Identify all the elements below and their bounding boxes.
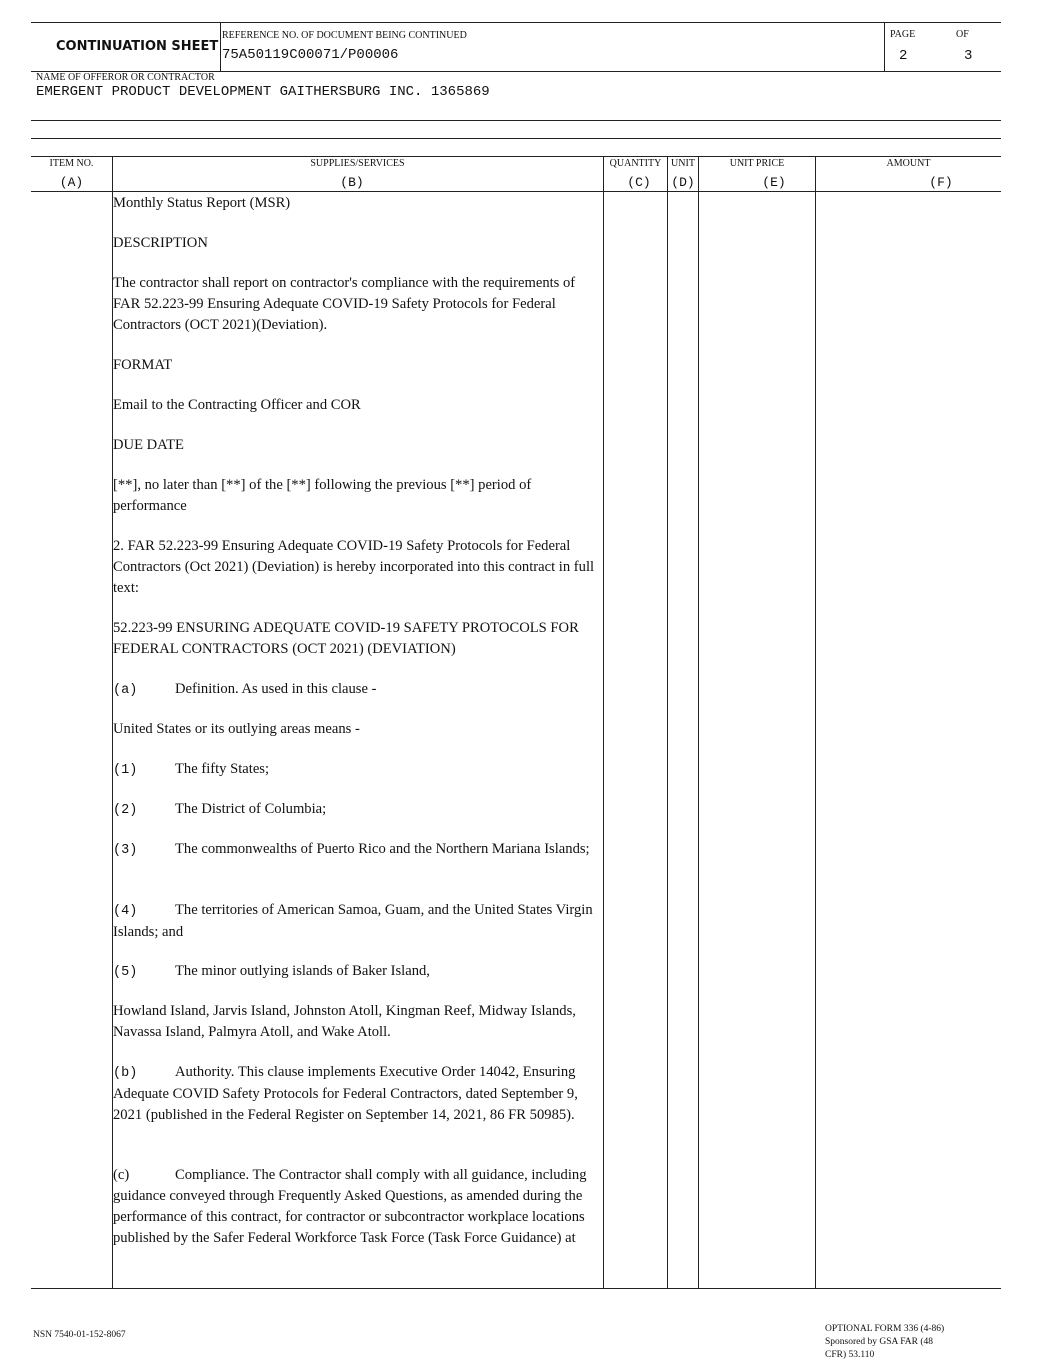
clause-title: 52.223-99 ENSURING ADEQUATE COVID-19 SAFETY PROTOCOLS FOR FEDERAL CONTRACTORS (OCT 2021) (DEVIATION) <box>113 620 579 657</box>
format-heading: FORMAT <box>113 357 173 373</box>
list-item-4-text: The territories of American Samoa, Guam, and the United States Virgin Islands; and <box>113 902 593 940</box>
page-label: PAGE <box>890 29 916 40</box>
col-code-e: (E) <box>762 175 786 190</box>
format-text: Email to the Contracting Officer and COR <box>113 397 361 413</box>
list-item-1 <box>113 759 605 781</box>
of-label: OF <box>956 29 969 40</box>
page-total: 3 <box>964 48 973 64</box>
us-definition: United States or its outlying areas means - <box>113 721 360 737</box>
outlying-islands-text: Howland Island, Jarvis Island, Johnston Atoll, Kingman Reef, Midway Islands, Navassa Island, Palmyra Atoll, and Wake Atoll. <box>113 1003 576 1040</box>
far-incorporation-text: 2. FAR 52.223-99 Ensuring Adequate COVID-19 Safety Protocols for Federal Contractors (Oct 2021) (Deviation) is hereby incorporated into this contract in full text: <box>113 538 595 596</box>
clause-a-label: (a) <box>113 683 138 698</box>
due-date-text: [**], no later than [**] of the [**] following the previous [**] period of performance <box>113 477 532 514</box>
clause-a <box>113 679 605 701</box>
form-id-line-3: CFR) 53.110 <box>825 1350 875 1360</box>
col-code-c: (C) <box>627 175 651 190</box>
table-bottom-rule <box>31 1288 1001 1289</box>
col-code-f: (F) <box>929 175 953 190</box>
col-code-d: (D) <box>671 175 695 190</box>
col-header-amount: AMOUNT <box>886 158 931 169</box>
form-title: CONTINUATION SHEET <box>56 39 219 54</box>
list-item-1-text: The fifty States; <box>175 761 270 777</box>
clause-b-label: (b) <box>113 1066 138 1081</box>
clause-c-text: Compliance. The Contractor shall comply with all guidance, including guidance conveyed through Frequently Asked Questions, as amended during the performance of this contract, for contractor or subcontractor workplace locations published by the Safer Federal Workforce Task Force (Task Force Guidance) at <box>113 1167 587 1246</box>
list-item-1-label: (1) <box>113 763 138 778</box>
clause-a-text: Definition. As used in this clause - <box>175 681 377 697</box>
col-divider-c <box>667 156 668 1289</box>
clause-c-label: (c) <box>113 1167 130 1183</box>
form-id-line-1: OPTIONAL FORM 336 (4-86) <box>825 1324 945 1334</box>
list-item-4 <box>113 900 605 943</box>
list-item-3-label: (3) <box>113 843 138 858</box>
list-item-2-text: The District of Columbia; <box>175 801 327 817</box>
col-header-quantity: QUANTITY <box>609 158 662 169</box>
header-divider-left <box>220 22 221 72</box>
list-item-5 <box>113 961 605 983</box>
list-item-5-label: (5) <box>113 965 138 980</box>
col-code-b: (B) <box>340 175 364 190</box>
col-divider-d <box>698 156 699 1289</box>
table-top-rule <box>31 156 1001 157</box>
col-header-supplies: SUPPLIES/SERVICES <box>310 158 405 169</box>
offeror-label: NAME OF OFFEROR OR CONTRACTOR <box>36 72 215 83</box>
due-date-heading: DUE DATE <box>113 437 184 453</box>
page-number: 2 <box>899 48 908 64</box>
list-item-3-text: The commonwealths of Puerto Rico and the Northern Mariana Islands; <box>175 841 590 857</box>
list-item-4-label: (4) <box>113 904 138 919</box>
col-header-unit-price: UNIT PRICE <box>729 158 785 169</box>
col-divider-e <box>815 156 816 1289</box>
clause-c <box>113 1165 605 1249</box>
description-heading: DESCRIPTION <box>113 235 208 251</box>
offeror-value: EMERGENT PRODUCT DEVELOPMENT GAITHERSBURG INC. 1365869 <box>36 84 490 100</box>
separator-rule-2 <box>31 138 1001 139</box>
col-header-unit: UNIT <box>671 158 695 169</box>
col-header-item-no: ITEM NO. <box>49 158 94 169</box>
clause-b <box>113 1062 605 1126</box>
form-id-line-2: Sponsored by GSA FAR (48 <box>825 1337 934 1347</box>
header-top-rule <box>31 22 1001 23</box>
separator-rule-1 <box>31 120 1001 121</box>
msr-heading: Monthly Status Report (MSR) <box>113 195 291 211</box>
reference-value: 75A50119C00071/P00006 <box>222 47 399 63</box>
clause-b-text: Authority. This clause implements Executive Order 14042, Ensuring Adequate COVID Safety Protocols for Federal Contractors, dated September 9, 2021 (published in the Federal Register on September 14, 2021, 86 FR 50985). <box>113 1064 578 1123</box>
table-header-rule <box>31 191 1001 192</box>
reference-label: REFERENCE NO. OF DOCUMENT BEING CONTINUED <box>222 30 467 41</box>
col-code-a: (A) <box>59 175 84 190</box>
list-item-5-text: The minor outlying islands of Baker Island, <box>175 963 430 979</box>
description-text: The contractor shall report on contractor's compliance with the requirements of FAR 52.223-99 Ensuring Adequate COVID-19 Safety Protocols for Federal Contractors (OCT 2021)(Deviation). <box>113 275 576 333</box>
nsn-number: NSN 7540-01-152-8067 <box>33 1330 126 1340</box>
list-item-2-label: (2) <box>113 803 138 818</box>
list-item-2 <box>113 799 605 821</box>
list-item-3 <box>113 839 605 861</box>
header-divider-right <box>884 22 885 72</box>
